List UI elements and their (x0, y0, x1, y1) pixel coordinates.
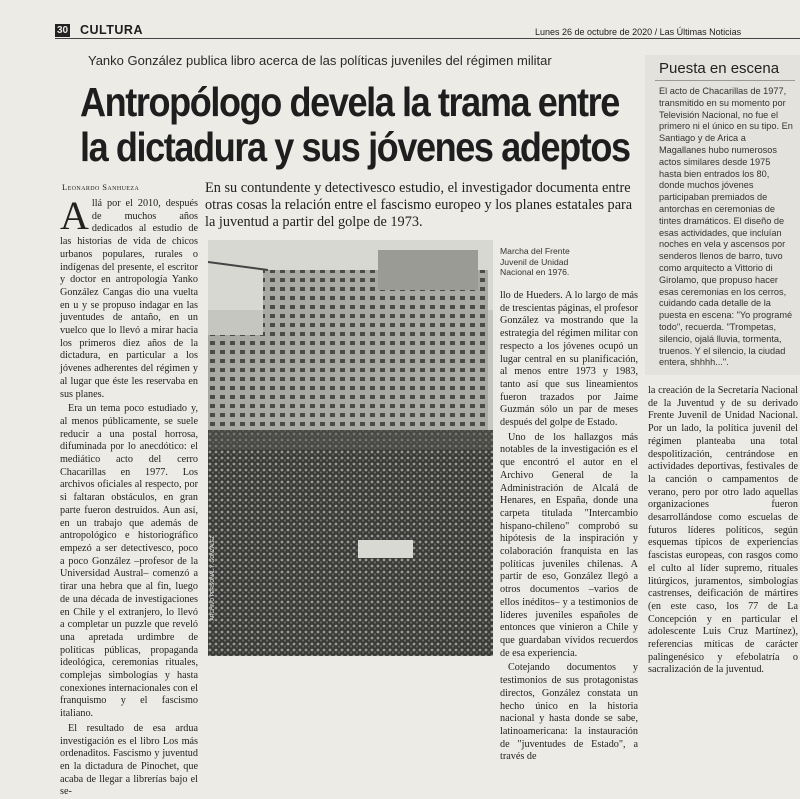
article-lead: En su contundente y detectivesco estudio, el investigador documenta entre otras cosas la relación entre el fascismo europeo y los planes estatales para la juventud a partir del golpe de 1973. (205, 180, 633, 230)
paragraph: llá por el 2010, después de muchos años dedicados al estudio de las historias de vida de chicos urbanos populares, rurales o indígenas del presente, el escritor y doctor en antropología Yanko González Cangas dio una vuelta en u y se propuso indagar en las juventudes de antaño, en un vuelco que lo llevó a mirar hacia los primeros diez años de la dictadura, en particular a los jóvenes adherentes del régimen y al lugar que éste les reservaba en sus planes. (60, 198, 198, 400)
section-label: CULTURA (80, 23, 143, 37)
sidebar-rule (655, 80, 795, 81)
sidebar-box (645, 55, 800, 375)
header-rule (55, 38, 800, 39)
paragraph: El resultado de esa ardua investigación es el libro Los más ordenaditos. Fascismo y juventud en la dictadura de Pinochet, que acaba de llegar a librerías bajo el se- (60, 722, 198, 798)
sidebar-title: Puesta en escena (659, 60, 780, 77)
headline-line-1: Antropólogo devela la trama entre (80, 79, 619, 125)
photo-credit: ARCHIVO PERSONAL Y. GONZÁLEZ (210, 535, 216, 621)
body-column-1 (60, 193, 198, 798)
page-number: 30 (57, 25, 69, 36)
page-header (0, 0, 800, 40)
byline: Leonardo Sanhueza (62, 182, 140, 192)
paragraph: llo de Hueders. A lo largo de más de trescientas páginas, el profesor González va mostrando que la estrategia del régimen militar con respecto a los jóvenes ocupó un lugar central en su planificación, al menos entre 1973 y 1983, tanto así que sus lineamientos fueron trazados por Jaime Guzmán sólo un par de meses después del golpe de Estado. (500, 290, 638, 429)
article-kicker: Yanko González publica libro acerca de las políticas juveniles del régimen militar (88, 53, 552, 68)
article-headline (80, 79, 630, 170)
body-column-3 (500, 290, 638, 763)
article-photo (208, 240, 493, 656)
paragraph: Era un tema poco estudiado y, al menos públicamente, se suele reducir a una postal horrosa, difuminada por lo anecdótico: el mediático acto del cerro Chacarillas en 1977. Los archivos oficiales al respecto, por si faltaran obstáculos, en gran parte fueron destruidos. Aun así, en un trabajo que además de antropológico e historiográfico empezó a ser detectivesco, poco a poco González –profesor de la Universidad Austral– comenzó a tirar una hebra que al fin, luego de una década de investigaciones en Chile y el extranjero, lo llevó a completar un puzzle que reveló una apretada urdimbre de políticas públicas, propaganda ideológica, ceremonias rituales, complejas simbologías y hasta conexiones internacionales con el franquismo y el fascismo italiano. (60, 403, 198, 720)
photo-caption: Marcha del Frente Juvenil de Unidad Nacional en 1976. (500, 246, 570, 277)
photo-crowd-march (208, 240, 493, 656)
sidebar-text: El acto de Chacarillas de 1977, transmitido en su momento por Televisión Nacional, no fue el primero ni el único en su tipo. En Santiago y de Arica a Magallanes hubo numerosos actos similares desde 1975 hasta bien entrados los 80, donde muchos jóvenes participaban premiados de antorchas en ceremonias de tintes dramáticos. El diseño de esas actividades, que incluían noches en vela y ascensos por senderos llenos de barro, tuvo como arquitecto a Vittorio di Girolamo, que propuso hacer esas ceremonias en los cerros, cuidando cada detalle de la puesta en escena: "Yo programé todo", recuerda. "Trompetas, silencio, ojalá lluvia, tormenta, truenos. Y el silencio, la ciudad entera, shhhh...". (659, 86, 793, 368)
drop-cap: A (60, 193, 89, 238)
paragraph: la creación de la Secretaría Nacional de la Juventud y de su derivado Frente Juvenil de Unidad Nacional. Por un lado, la política juvenil del régimen planteaba una total despolitización, centrándose en actividades deportivas, festivales de la canción o campamentos de verano, pero por otro lado aquellas organizaciones fueron desarrollándose como escuelas de futuros líderes políticos, según esquemas típicos de experiencias fascistas europeas, con rasgos como el culto al líder supremo, rituales litúrgicos, juramentos, simbologías castrenses, deificación de mártires (en este caso, los 77 de La Concepción y en particular el adolescente Luis Cruz Martínez), referencias míticas de carácter palingenésico y efebolatría o sacralización de la juventud. (648, 385, 798, 676)
paragraph: Cotejando documentos y testimonios de sus protagonistas directos, González constata un hecho único en la historia nacional y hasta donde se sabe, latinoamericana: la instauración de "juventudes de Estado", a través de (500, 662, 638, 763)
headline-line-2: la dictadura y sus jóvenes adeptos (80, 124, 630, 170)
paragraph: Uno de los hallazgos más notables de la investigación es el que encontró el autor en el Archivo General de la Administración de Alcalá de Henares, en España, donde una carpeta titulada "Intercambio hispano-chileno" comprobó su hipótesis de la inspiración y colaboración franquista en las políticas juveniles chilenas. A partir de eso, González llegó a otros documentos –varios de ellos inéditos– y a testimonios de líderes juveniles españoles de entonces que vinieron a Chile y que guardaban vívidos recuerdos de esa experiencia. (500, 431, 638, 659)
body-column-4 (648, 385, 798, 676)
date-paper: Lunes 26 de octubre de 2020 / Las Últimas Noticias (535, 27, 742, 37)
